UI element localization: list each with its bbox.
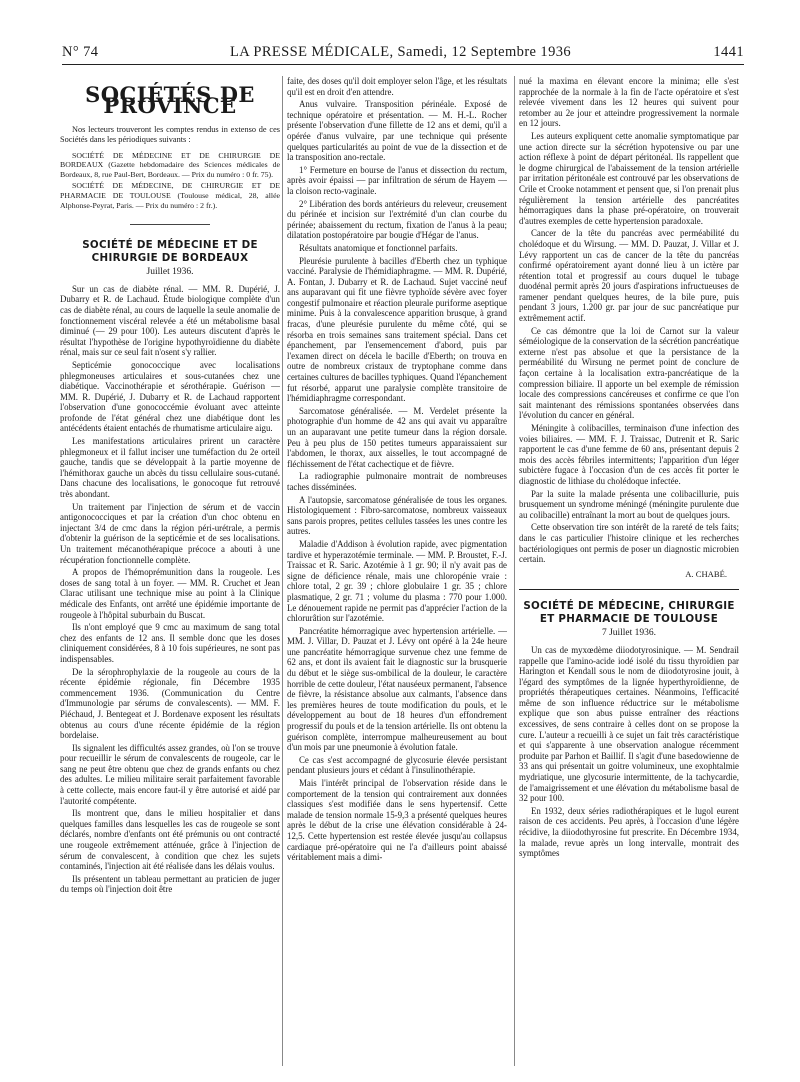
article-paragraph: Les auteurs expliquent cette anomalie symptomatique par une action directe sur la sécrétion hypotensive ou par une action réflexe à point de départ péritonéal. Ils rappellent que le dogme chirurgical de l'abaissement de la tension artérielle par irritation péritonéale est controuvé par les observations de Crile et Crooke notamment et pensent que, si l'on prenait plus régulièrement la tension artérielle des pancréatites hémorragiques dans la phase pré-opératoire, on trouverait d'autres exemples de cette hypertension paradoxale. xyxy=(519,130,739,226)
article-paragraph: En 1932, deux séries radiothérapiques et le lugol eurent raison de ces accidents. Peu après, à l'occasion d'une légère récidive, la diiodothyrosine fut prescrite. En Décembre 1934, la malade, revue après un long intervalle, montrait des symptômes xyxy=(519,805,739,859)
article-paragraph: Sur un cas de diabète rénal. — MM. R. Dupérié, J. Dubarry et R. de Lachaud. Étude biologique complète d'un cas de diabète rénal, au cours de laquelle la seule anomalie de fonctionnement viscéral relevée a été un métabolisme basal diminué (— 29 pour 100). Les auteurs discutent d'après le résultat l'hypothèse de l'origine hypothyroïdienne du diabète rénal, mais sur ce seul fait n'osent s'y rallier. xyxy=(60,283,280,358)
intro-paragraph: Nos lecteurs trouveront les comptes rendus in extenso de ces Sociétés dans les périodiques suivants : xyxy=(60,125,280,145)
article-paragraph: Ce cas démontre que la loi de Carnot sur la valeur séméiologique de la conservation de la sécrétion pancréatique externe n'est pas absolue et que la persistance de la perméabilité du Wirsung ne permet point de conclure de façon certaine à la localisation extra-pancréatique de la compression biliaire. Il apporte un bel exemple de rémission locale des compressions cancéreuses et confirme ce que l'on sait maintenant des rémissions spontanées observées dans l'évolution du cancer en général. xyxy=(519,325,739,421)
article-paragraph: faite, des doses qu'il doit employer selon l'âge, et les résultats qu'il est en droit d'en attendre. xyxy=(287,76,507,97)
article-paragraph: A propos de l'hémoprémunition dans la rougeole. Les doses de sang total à un foyer. — MM. R. Cruchet et Jean Clarac utilisant une technique mise au point à la Clinique médicale des Enfants, ont arrêté une épidémie importante de rougeole à l'hôpital suburbain du Buscat. xyxy=(60,567,280,620)
article-paragraph: Mais l'intérêt principal de l'observation réside dans le comportement de la tension qui contrairement aux données classiques s'est modifiée dans le sens hypertensif. Cette malade de tension normale 15-9,3 a présenté quelques heures après le début de la crise une élévation considérable à 24-12,5. Cette hypertension est restée élevée jusqu'au collapsus cardiaque pré-opératoire qui ne l'a d'ailleurs point abaissé véritablement mais a dimi- xyxy=(287,778,507,863)
intro-paragraph: SOCIÉTÉ DE MÉDECINE, DE CHIRURGIE ET DE PHARMACIE DE TOULOUSE (Toulouse médical, 28, allée Alphonse-Peyrat, Paris. — Prix du numéro : 2 fr.). xyxy=(60,181,280,210)
article-paragraph: Ils signalent les difficultés assez grandes, où l'on se trouve pour recueillir le sérum de convalescents de rougeole, car le sang ne peut être obtenu que chez de grands enfants ou chez des adultes. Le milieu militaire serait parfaitement favorable à cette collecte, mais encore faut-il y être autorisé et aidé par l'autorité compétente. xyxy=(60,742,280,806)
article-paragraph: De la sérophrophylaxie de la rougeole au cours de la récente épidémie régionale, fin Décembre 1935 commencement 1936. (Communication du Centre d'Immunologie par sérums de convalescents). — MM. F. Piéchaud, J. Bentegeat et J. Bordenave exposent les résultats obtenus au cours d'une récente épidémie de la région bordelaise. xyxy=(60,666,280,741)
column-3 xyxy=(519,76,739,1076)
article-paragraph: nué la maxima en élevant encore la minima; elle s'est rapprochée de la normale à la fin de l'acte opératoire et s'est relevée vivement dans les 12 heures qui suivent pour retomber au 2e jour et atteindre progressivement la normale en 12 jours. xyxy=(519,76,739,129)
article-paragraph: Un cas de myxœdème diiodotyrosinique. — M. Sendrail rappelle que l'amino-acide iodé isolé du tissu thyroïdien par Harington et Kendall sous le nom de diiodotyrosine jouit, à l'égard des symptômes de la lignée hyperthyroïdienne, de propriétés thérapeutiques certaines. Néanmoins, l'efficacité même de son influence réductrice sur le métabolisme explique que son abus puisse entraîner des réactions excessives, de sens contraire à celles dont on se propose la cure. L'auteur a recueilli à ce sujet un fait très caractéristique et qui s'apparente à une observation analogue récemment produite par Parhon et Baillif. Il s'agit d'une basedowienne de 33 ans qui présentait un goitre volumineux, une exophtalmie mydriatique, une glycosurie intermittente, de la tachycardie, de l'amaigrissement et une élévation du métabolisme basal de 32 pour 100. xyxy=(519,644,739,804)
society-heading: SOCIÉTÉ DE MÉDECINE, CHIRURGIE ET PHARMACIE DE TOULOUSE xyxy=(523,600,735,626)
article-paragraph: Ils n'ont employé que 9 cmc au maximum de sang total chez des enfants de 12 ans. Il semble donc que les doses cliniquement considérées, 8 à 10 fois supérieures, ne sont pas indispensables. xyxy=(60,622,280,664)
article-paragraph: Septicémie gonococcique avec localisations phlegmoneuses articulaires et sous-cutanées chez une diabétique. Vaccinothérapie et sérothérapie. Guérison — MM. R. Dupérié, J. Dubarry et R. de Lachaud rapportent l'observation d'une gonococcémie évoluant avec atteinte profonde de l'état général chez une diabétique dont les antécédents étaient entachés de rhumatisme articulaire aigu. xyxy=(60,359,280,434)
section-rule xyxy=(519,589,739,590)
column-2 xyxy=(287,76,507,1076)
intro-rule xyxy=(130,224,210,225)
article-paragraph: La radiographie pulmonaire montrait de nombreuses taches disséminées. xyxy=(287,471,507,492)
article-paragraph: 1° Fermeture en bourse de l'anus et dissection du rectum, après avoir épaissi — par infiltration de sérum de Hayem — la cloison recto-vaginale. xyxy=(287,164,507,196)
column-divider xyxy=(514,76,515,1066)
article-paragraph: Pleurésie purulente à bacilles d'Eberth chez un typhique vacciné. Paralysie de l'hémidiaphragme. — MM. R. Dupérié, A. Fontan, J. Dubarry et R. de Lachaud. Sujet vacciné neuf ans auparavant qui fit une fièvre typhoïde sévère avec foyer congestif pulmonaire et réaction pleurale puriforme aseptique minime. Puis à la convalescence apparition brusque, à grand fracas, d'une pleurésie purulente du même côté, qui se résorba en trois semaines sans traitement spécial. Dans cet épanchement, par l'ensemencement d'abord, puis par l'examen direct on décela le bacille d'Eberth; on trouva en outre de nombreux cristaux de tryptophane comme dans certaines cultures de bacilles typhiques. Quand l'épanchement fut résorbé, apparut une paralysie complète transitoire de l'hémidiaphragme correspondant. xyxy=(287,255,507,404)
journal-title: LA PRESSE MÉDICALE, Samedi, 12 Septembre 1936 xyxy=(230,44,572,60)
session-date: 7 Juillet 1936. xyxy=(601,628,657,639)
article-paragraph: Un traitement par l'injection de sérum et de vaccin antigonococciques et par la création d'un choc obtenu en injectant 3/4 de cmc dans la région péri-urétrale, a permis d'obtenir la guérison de la septicémie et de ses localisations. Un traitement mécanothérapique précoce a abouti à une récupération fonctionnelle complète. xyxy=(60,501,280,565)
article-paragraph: Cancer de la tête du pancréas avec perméabilité du cholédoque et du Wirsung. — MM. D. Pauzat, J. Villar et J. Lévy rapportent un cas de cancer de la tête du pancréas confirmé opératoirement ayant donné lieu à un ictère par rétention total et progressif au cours duquel le tubage duodénal permit après 20 jours d'aspirations infructueuses de ramener pendant quelques heures, de la bile pure, puis pendant 3 jours, 1.200 gr. par jour de suc pancréatique pur extrêmement actif. xyxy=(519,228,739,324)
article-paragraph: Anus vulvaire. Transposition périnéale. Exposé de technique opératoire et présentation. — M. H.-L. Rocher présente l'observation d'une fillette de 12 ans et demi, qu'il a opérée d'anus vulvaire, par une technique qui présente quelques particularités au point de vue de la dissection et de la transposition ano-rectale. xyxy=(287,99,507,163)
article-paragraph: Maladie d'Addison à évolution rapide, avec pigmentation tardive et hyperazotémie terminale. — MM. P. Broustet, F.-J. Traissac et R. Saric. Azotémie à 1 gr. 90; il n'y avait pas de signe de déficience rénale, mais une chloropénie vraie : chlore total, 2 gr. 39 ; chlore globulaire 1 gr. 35 ; chlore plasmatique, 2 gr. 71 ; volume du plasma : 770 pour 1.000. Le dénouement rapide ne permit pas d'apprécier l'action de la chlorurâtion sur l'azotémie. xyxy=(287,538,507,624)
article-paragraph: Ils montrent que, dans le milieu hospitalier et dans quelques familles dans lesquelles les cas de rougeole se sont déclarés, nombre d'enfants ont été prémunis ou ont contracté une rougeole extrêmement atténuée, grâce à l'injection de sérum de convalescent, à condition que chez les sujets contaminés, l'injection ait été réalisée dans les délais voulus. xyxy=(60,808,280,872)
section-title: SOCIÉTÉS DE PROVINCE xyxy=(85,82,255,118)
page-number: 1441 xyxy=(713,44,744,60)
masthead xyxy=(62,41,744,65)
article-paragraph: Sarcomatose généralisée. — M. Verdelet présente la photographie d'un homme de 42 ans qui avait vu apparaître un an auparavant une petite tumeur dans la région dorsale. Peu à peu plus de 150 petites tumeurs apparaissaient sur l'abdomen, le thorax, aux aisselles, le tout accompagné de fléchissement de l'état cachectique et de fièvre. xyxy=(287,405,507,469)
article-paragraph: Ce cas s'est accompagné de glycosurie élevée persistant pendant plusieurs jours et cédant à l'insulinothérapie. xyxy=(287,754,507,776)
article-paragraph: Résultats anatomique et fonctionnel parfaits. xyxy=(299,242,458,253)
column-divider xyxy=(282,76,283,1066)
article-paragraph: Par la suite la malade présenta une colibacillurie, puis brusquement un syndrome méningé (méningite purulente due au colibacille) entraînant la mort au bout de quelques jours. xyxy=(519,488,739,520)
article-paragraph: A l'autopsie, sarcomatose généralisée de tous les organes. Histologiquement : Fibro-sarcomatose, nombreux vaisseaux sans parois propres, petites cellules tassées les unes contre les autres. xyxy=(287,494,507,537)
article-paragraph: Les manifestations articulaires prirent un caractère phlegmoneux et il fallut inciser une tuméfaction du 2e orteil gauche, tandis que se développait à la partie moyenne de l'hémithorax gauche un abcès du tissu cellulaire sous-cutané. Dans chacune des localisations, le gonocoque fut retrouvé très abondant. xyxy=(60,436,280,500)
article-paragraph: Cette observation tire son intérêt de la rareté de tels faits; dans le cas particulier l'histoire clinique et les recherches bactériologiques ont permis de poser un diagnostic microbien certain. xyxy=(519,522,739,565)
intro-paragraph: SOCIÉTÉ DE MÉDECINE ET DE CHIRURGIE DE BORDEAUX (Gazette hebdomadaire des Sciences médicales de Bordeaux, 8, rue Paul-Bert, Bordeaux. — Prix du numéro : 0 fr. 75). xyxy=(60,150,280,179)
issue-number: N° 74 xyxy=(62,44,99,60)
article-paragraph: Ils présentent un tableau permettant au praticien de juger du temps où l'injection doit être xyxy=(60,873,280,895)
session-date: Juillet 1936. xyxy=(146,267,194,278)
masthead-rule xyxy=(62,64,744,65)
article-paragraph: Méningite à colibacilles, terminaison d'une infection des voies biliaires. — MM. F. J. Traissac, Dutrenit et R. Saric rapportent le cas d'une femme de 60 ans, présentant depuis 2 mois des accès fébriles intermittents; l'apparition d'un léger subictère fugace à l'occasion d'un de ces accès fit porter le diagnostic de lithiase du cholédoque infectée. xyxy=(519,423,739,486)
author-signature: A. CHABÉ. xyxy=(685,568,727,579)
society-heading: SOCIÉTÉ DE MÉDECINE ET DE CHIRURGIE DE BORDEAUX xyxy=(82,239,258,265)
article-paragraph: 2° Libération des bords antérieurs du releveur, creusement du périnée et incision sur l'extrémité d'un clan courbe du périnée; abaissement du rectum, fixation de l'anus à la peau; dilatation postopératoire par bougie d'Hégar de l'anus. xyxy=(287,198,507,241)
article-paragraph: Pancréatite hémorragique avec hypertension artérielle. — MM. J. Villar, D. Pauzat et J. Lévy ont opéré à la 24e heure une pancréatite hémorragique survenue chez une femme de 62 ans, et dont ils avaient fait le diagnostic sur la brusquerie du début et le siège sus-ombilical de la douleur, le caractère horrible de cette douleur, l'état nauséeux permanent, l'absence de fièvre, la résistance absolue aux calmants, l'absence dans les premières heures de toute modification du pouls, et le développement au bout de 18 heures d'un effondrement progressif du pouls et de la tension artérielle. Ils ont obtenu la guérison complète, interrompue malheureusement au bout d'un mois par une pneumonie à évolution fatale. xyxy=(287,625,507,753)
column-1 xyxy=(60,76,280,1076)
